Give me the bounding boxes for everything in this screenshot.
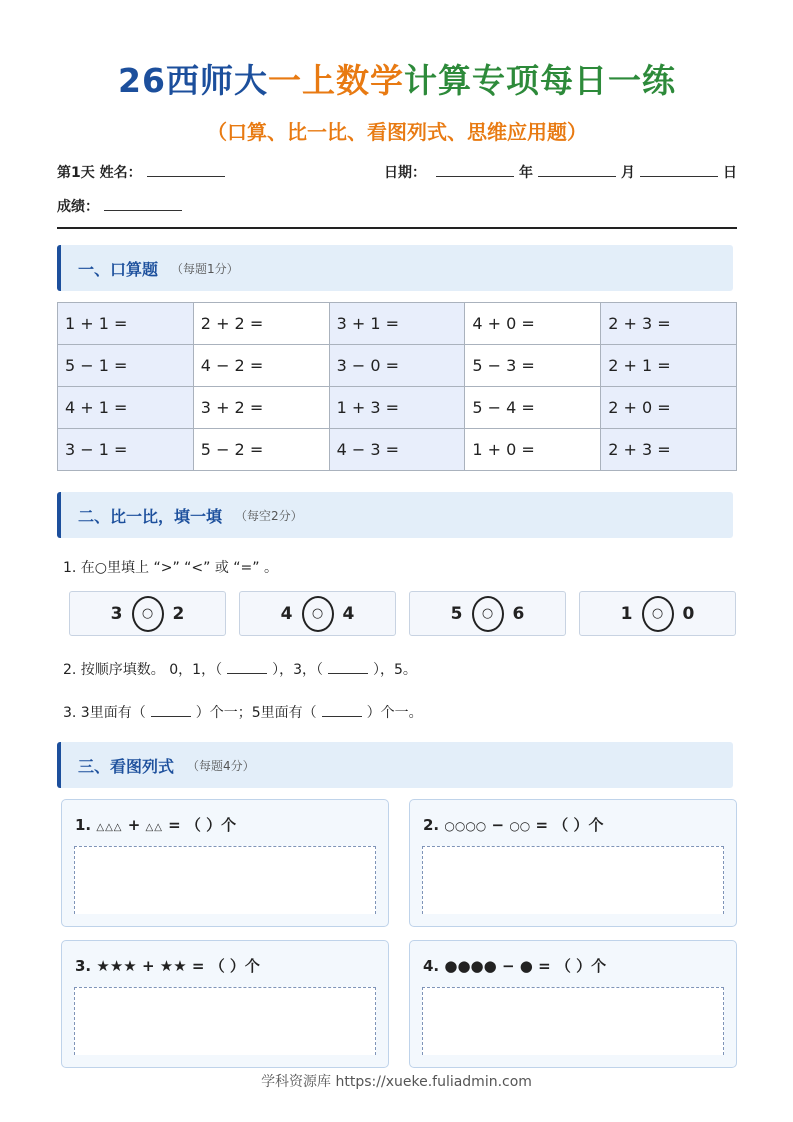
math-problem-cell[interactable]: 2 + 2 = xyxy=(193,303,329,345)
operator: + xyxy=(127,816,141,834)
name-row xyxy=(57,162,230,182)
section-3-note: （每题4分） xyxy=(187,758,255,773)
compare-left: 4 xyxy=(280,603,293,624)
compare-left: 1 xyxy=(620,603,633,624)
circle-symbols: ○○○○ xyxy=(444,819,487,833)
name-field[interactable] xyxy=(147,162,225,177)
answer-area[interactable] xyxy=(74,987,376,1055)
sequence-question xyxy=(63,659,417,679)
dot-symbols: ●●●● xyxy=(444,957,497,975)
operator: − xyxy=(491,816,505,834)
section-3-header xyxy=(57,742,733,788)
page-title xyxy=(57,55,737,102)
month-field[interactable] xyxy=(538,162,616,177)
sequence-text-a: 2. 按顺序填数。 0，1，（ xyxy=(63,662,223,678)
table-row xyxy=(58,387,737,429)
math-problem-cell[interactable]: 1 + 3 = xyxy=(329,387,465,429)
compare-left: 5 xyxy=(450,603,463,624)
score-label: 成绩： xyxy=(57,199,99,215)
table-row xyxy=(58,303,737,345)
date-label: 日期： xyxy=(384,165,426,181)
picture-problem-label xyxy=(423,814,604,835)
triangle-symbols: △△ xyxy=(145,822,163,833)
math-problem-cell[interactable]: 1 + 0 = xyxy=(465,429,601,471)
compare-right: 2 xyxy=(172,603,185,624)
compare-circle[interactable]: ○ xyxy=(472,596,504,632)
math-problem-cell[interactable]: 5 − 3 = xyxy=(465,345,601,387)
compare-box-3 xyxy=(409,591,566,636)
answer-area[interactable] xyxy=(74,846,376,914)
compare-right: 6 xyxy=(512,603,525,624)
header-divider xyxy=(57,227,737,229)
circle-symbols: ○○ xyxy=(509,819,531,833)
year-field[interactable] xyxy=(436,162,514,177)
compare-box-2 xyxy=(239,591,396,636)
day-label: 日 xyxy=(723,165,737,181)
ones-blank-1[interactable] xyxy=(151,702,191,717)
day-field[interactable] xyxy=(640,162,718,177)
math-problem-cell[interactable]: 2 + 3 = xyxy=(601,303,737,345)
math-problem-cell[interactable]: 4 − 3 = xyxy=(329,429,465,471)
star-symbols: ★★ xyxy=(159,957,187,975)
score-row xyxy=(57,196,187,216)
section-2-title: 二、比一比，填一填 xyxy=(78,506,223,526)
picture-problem-2 xyxy=(409,799,737,927)
ones-blank-2[interactable] xyxy=(322,702,362,717)
compare-instruction: 1. 在○里填上 “>” “<” 或 “=” 。 xyxy=(63,560,278,576)
answer-prompt: = （ ）个 xyxy=(538,957,607,975)
math-problem-cell[interactable]: 3 − 0 = xyxy=(329,345,465,387)
section-1-note: （每题1分） xyxy=(171,261,239,276)
date-row xyxy=(384,162,737,182)
picture-problem-4 xyxy=(409,940,737,1068)
month-label: 月 xyxy=(621,165,635,181)
math-problem-cell[interactable]: 2 + 0 = xyxy=(601,387,737,429)
operator: + xyxy=(141,957,155,975)
section-1-header xyxy=(57,245,733,291)
picture-problem-3 xyxy=(61,940,389,1068)
answer-area[interactable] xyxy=(422,987,724,1055)
compare-right: 0 xyxy=(682,603,695,624)
problem-number: 4. xyxy=(423,957,440,975)
math-problem-cell[interactable]: 1 + 1 = xyxy=(58,303,194,345)
answer-prompt: = （ ）个 xyxy=(168,816,237,834)
math-problem-cell[interactable]: 4 − 2 = xyxy=(193,345,329,387)
sequence-text-c: ），5。 xyxy=(373,662,417,678)
picture-problem-label xyxy=(423,955,606,976)
section-3-title: 三、看图列式 xyxy=(78,756,175,776)
sequence-text-b: ），3，（ xyxy=(272,662,323,678)
title-part-3: 计算专项每日一练 xyxy=(403,61,676,100)
math-problem-cell[interactable]: 2 + 3 = xyxy=(601,429,737,471)
title-part-1: 26西师大 xyxy=(118,61,268,100)
problem-number: 2. xyxy=(423,816,440,834)
year-label: 年 xyxy=(519,165,533,181)
compare-left: 3 xyxy=(110,603,123,624)
compare-circle[interactable]: ○ xyxy=(132,596,164,632)
answer-prompt: = （ ）个 xyxy=(535,816,604,834)
compare-box-4 xyxy=(579,591,736,636)
star-symbols: ★★★ xyxy=(96,957,137,975)
math-problem-cell[interactable]: 3 + 1 = xyxy=(329,303,465,345)
section-2-note: （每空2分） xyxy=(235,508,303,523)
math-problem-cell[interactable]: 5 − 4 = xyxy=(465,387,601,429)
operator: − xyxy=(501,957,515,975)
math-problem-cell[interactable]: 5 − 2 = xyxy=(193,429,329,471)
math-problem-cell[interactable]: 3 − 1 = xyxy=(58,429,194,471)
answer-area[interactable] xyxy=(422,846,724,914)
compare-box-1 xyxy=(69,591,226,636)
picture-problem-label xyxy=(75,814,236,835)
section-1-title: 一、口算题 xyxy=(78,259,159,279)
footer-source: 学科资源库 https://xueke.fuliadmin.com xyxy=(261,1074,532,1090)
math-problem-cell[interactable]: 3 + 2 = xyxy=(193,387,329,429)
sequence-blank-2[interactable] xyxy=(328,659,368,674)
picture-problem-1 xyxy=(61,799,389,927)
triangle-symbols: △△△ xyxy=(96,822,123,833)
ones-text-c: ）个一。 xyxy=(366,705,423,721)
problem-number: 3. xyxy=(75,957,92,975)
ones-question xyxy=(63,702,423,722)
answer-prompt: = （ ）个 xyxy=(191,957,260,975)
compare-circle[interactable]: ○ xyxy=(302,596,334,632)
section-2-header xyxy=(57,492,733,538)
page-subtitle: （口算、比一比、看图列式、思维应用题） xyxy=(207,120,587,144)
ones-text-b: ）个一；5里面有（ xyxy=(195,705,317,721)
score-field[interactable] xyxy=(104,196,182,211)
table-row xyxy=(58,429,737,471)
table-row xyxy=(58,345,737,387)
dot-symbols: ● xyxy=(519,957,533,975)
problem-number: 1. xyxy=(75,816,92,834)
mental-math-table xyxy=(57,302,737,471)
compare-circle[interactable]: ○ xyxy=(642,596,674,632)
day-name-label: 第1天 姓名： xyxy=(57,165,142,181)
compare-right: 4 xyxy=(342,603,355,624)
title-part-2: 一上数学 xyxy=(267,61,404,100)
math-problem-cell[interactable]: 5 − 1 = xyxy=(58,345,194,387)
math-problem-cell[interactable]: 2 + 1 = xyxy=(601,345,737,387)
ones-text-a: 3. 3里面有（ xyxy=(63,705,146,721)
math-problem-cell[interactable]: 4 + 1 = xyxy=(58,387,194,429)
picture-problem-label xyxy=(75,955,260,976)
sequence-blank-1[interactable] xyxy=(227,659,267,674)
math-problem-cell[interactable]: 4 + 0 = xyxy=(465,303,601,345)
